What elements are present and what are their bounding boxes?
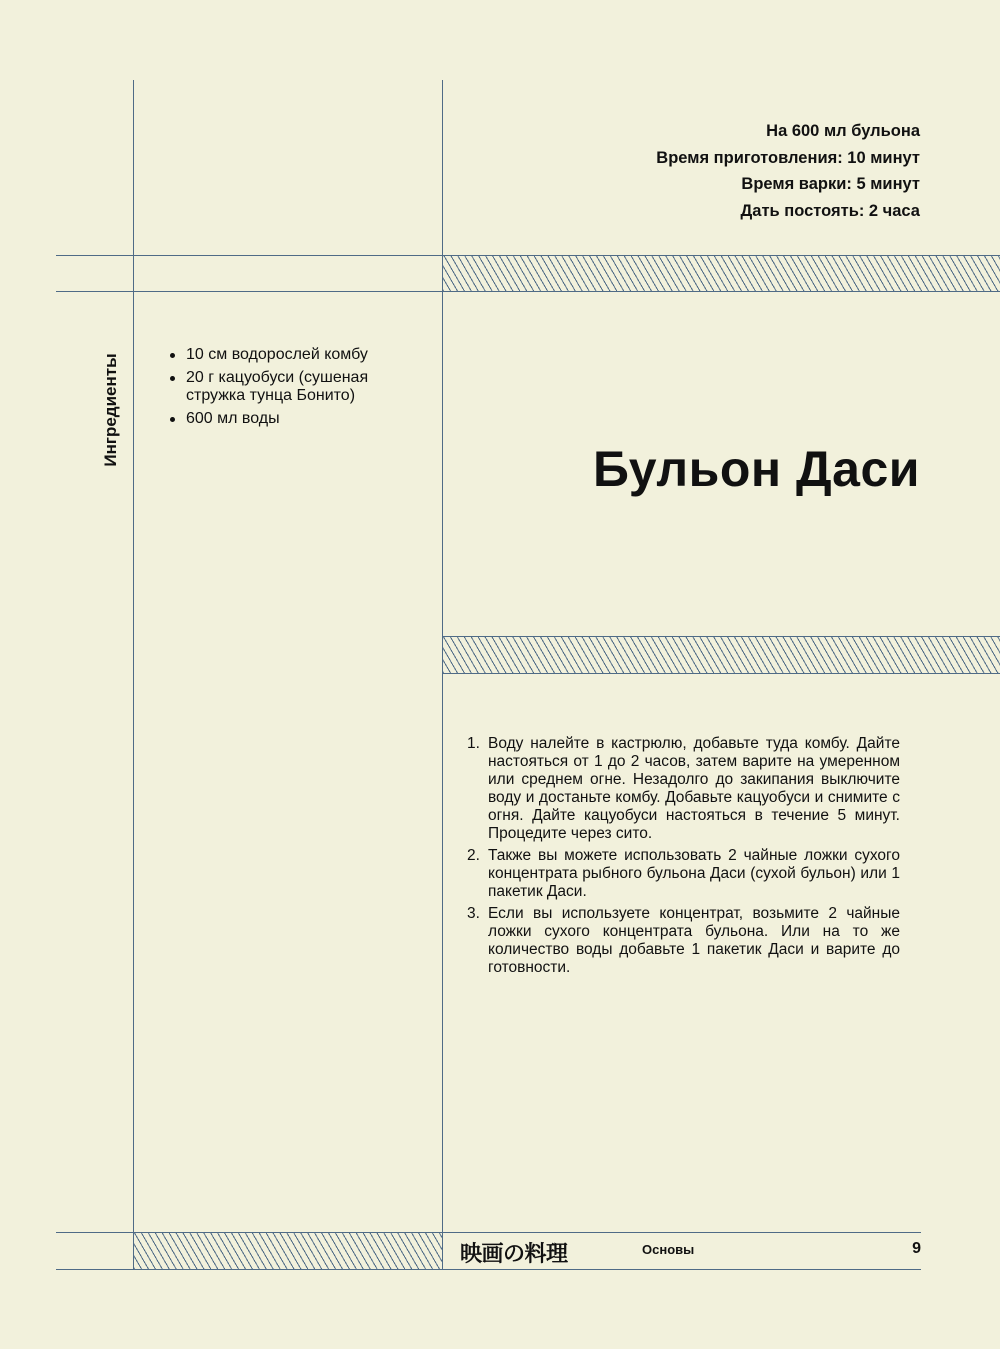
grid-line-mid-2 [443,673,1000,674]
footer-section-name: Основы [642,1242,695,1257]
hatch-band-top [443,256,1000,291]
yield: На 600 мл бульона [766,122,920,140]
hatch-band-middle [443,637,1000,673]
step-text: Также вы можете использовать 2 чайные ложки сухого концентрата рыбного бульона Даси (сухой бульон) или 1 пакетик Даси. [488,847,900,900]
rest-time: Дать постоять: 2 часа [740,201,920,220]
ingredient-item: 10 см водорослей комбу [186,346,426,364]
step-number: 1. [467,735,480,752]
instructions-list [467,735,900,981]
ingredients-list [186,346,426,433]
prep-time: Время приготовления: 10 минут [656,148,920,167]
recipe-meta [656,118,920,224]
grid-line-left [133,80,134,1270]
book-logo: 映画の料理 [460,1242,568,1267]
page-number: 9 [912,1240,921,1257]
step-text: Воду налейте в кастрюлю, добавьте туда комбу. Дайте настояться от 1 до 2 часов, затем варите на умеренном или среднем огне. Незадолго до закипания выключите воду и достаньте комбу. Добавьте кацуобуси и снимите с огня. Дайте кацуобуси настояться в течение 5 минут. Процедите через сито. [488,735,900,842]
step-text: Если вы используете концентрат, возьмите 2 чайные ложки сухого концентрата бульона. Или на то же количество воды добавьте 1 пакетик Даси и варите до готовности. [488,905,900,976]
grid-line-footer-2 [56,1269,921,1270]
grid-line-top-2 [56,291,1000,292]
ingredients-section-label: Ингредиенты [101,353,120,467]
ingredient-item: 600 мл воды [186,410,426,428]
hatch-band-footer [134,1233,442,1269]
instruction-step [467,735,900,843]
cook-time: Время варки: 5 минут [741,175,920,193]
instruction-step [467,847,900,901]
step-number: 3. [467,905,480,922]
ingredient-item: 20 г кацуобуси (сушеная стружка тунца Бонито) [186,369,426,405]
instruction-step [467,905,900,977]
step-number: 2. [467,847,480,864]
recipe-title: Бульон Даси [592,441,920,497]
